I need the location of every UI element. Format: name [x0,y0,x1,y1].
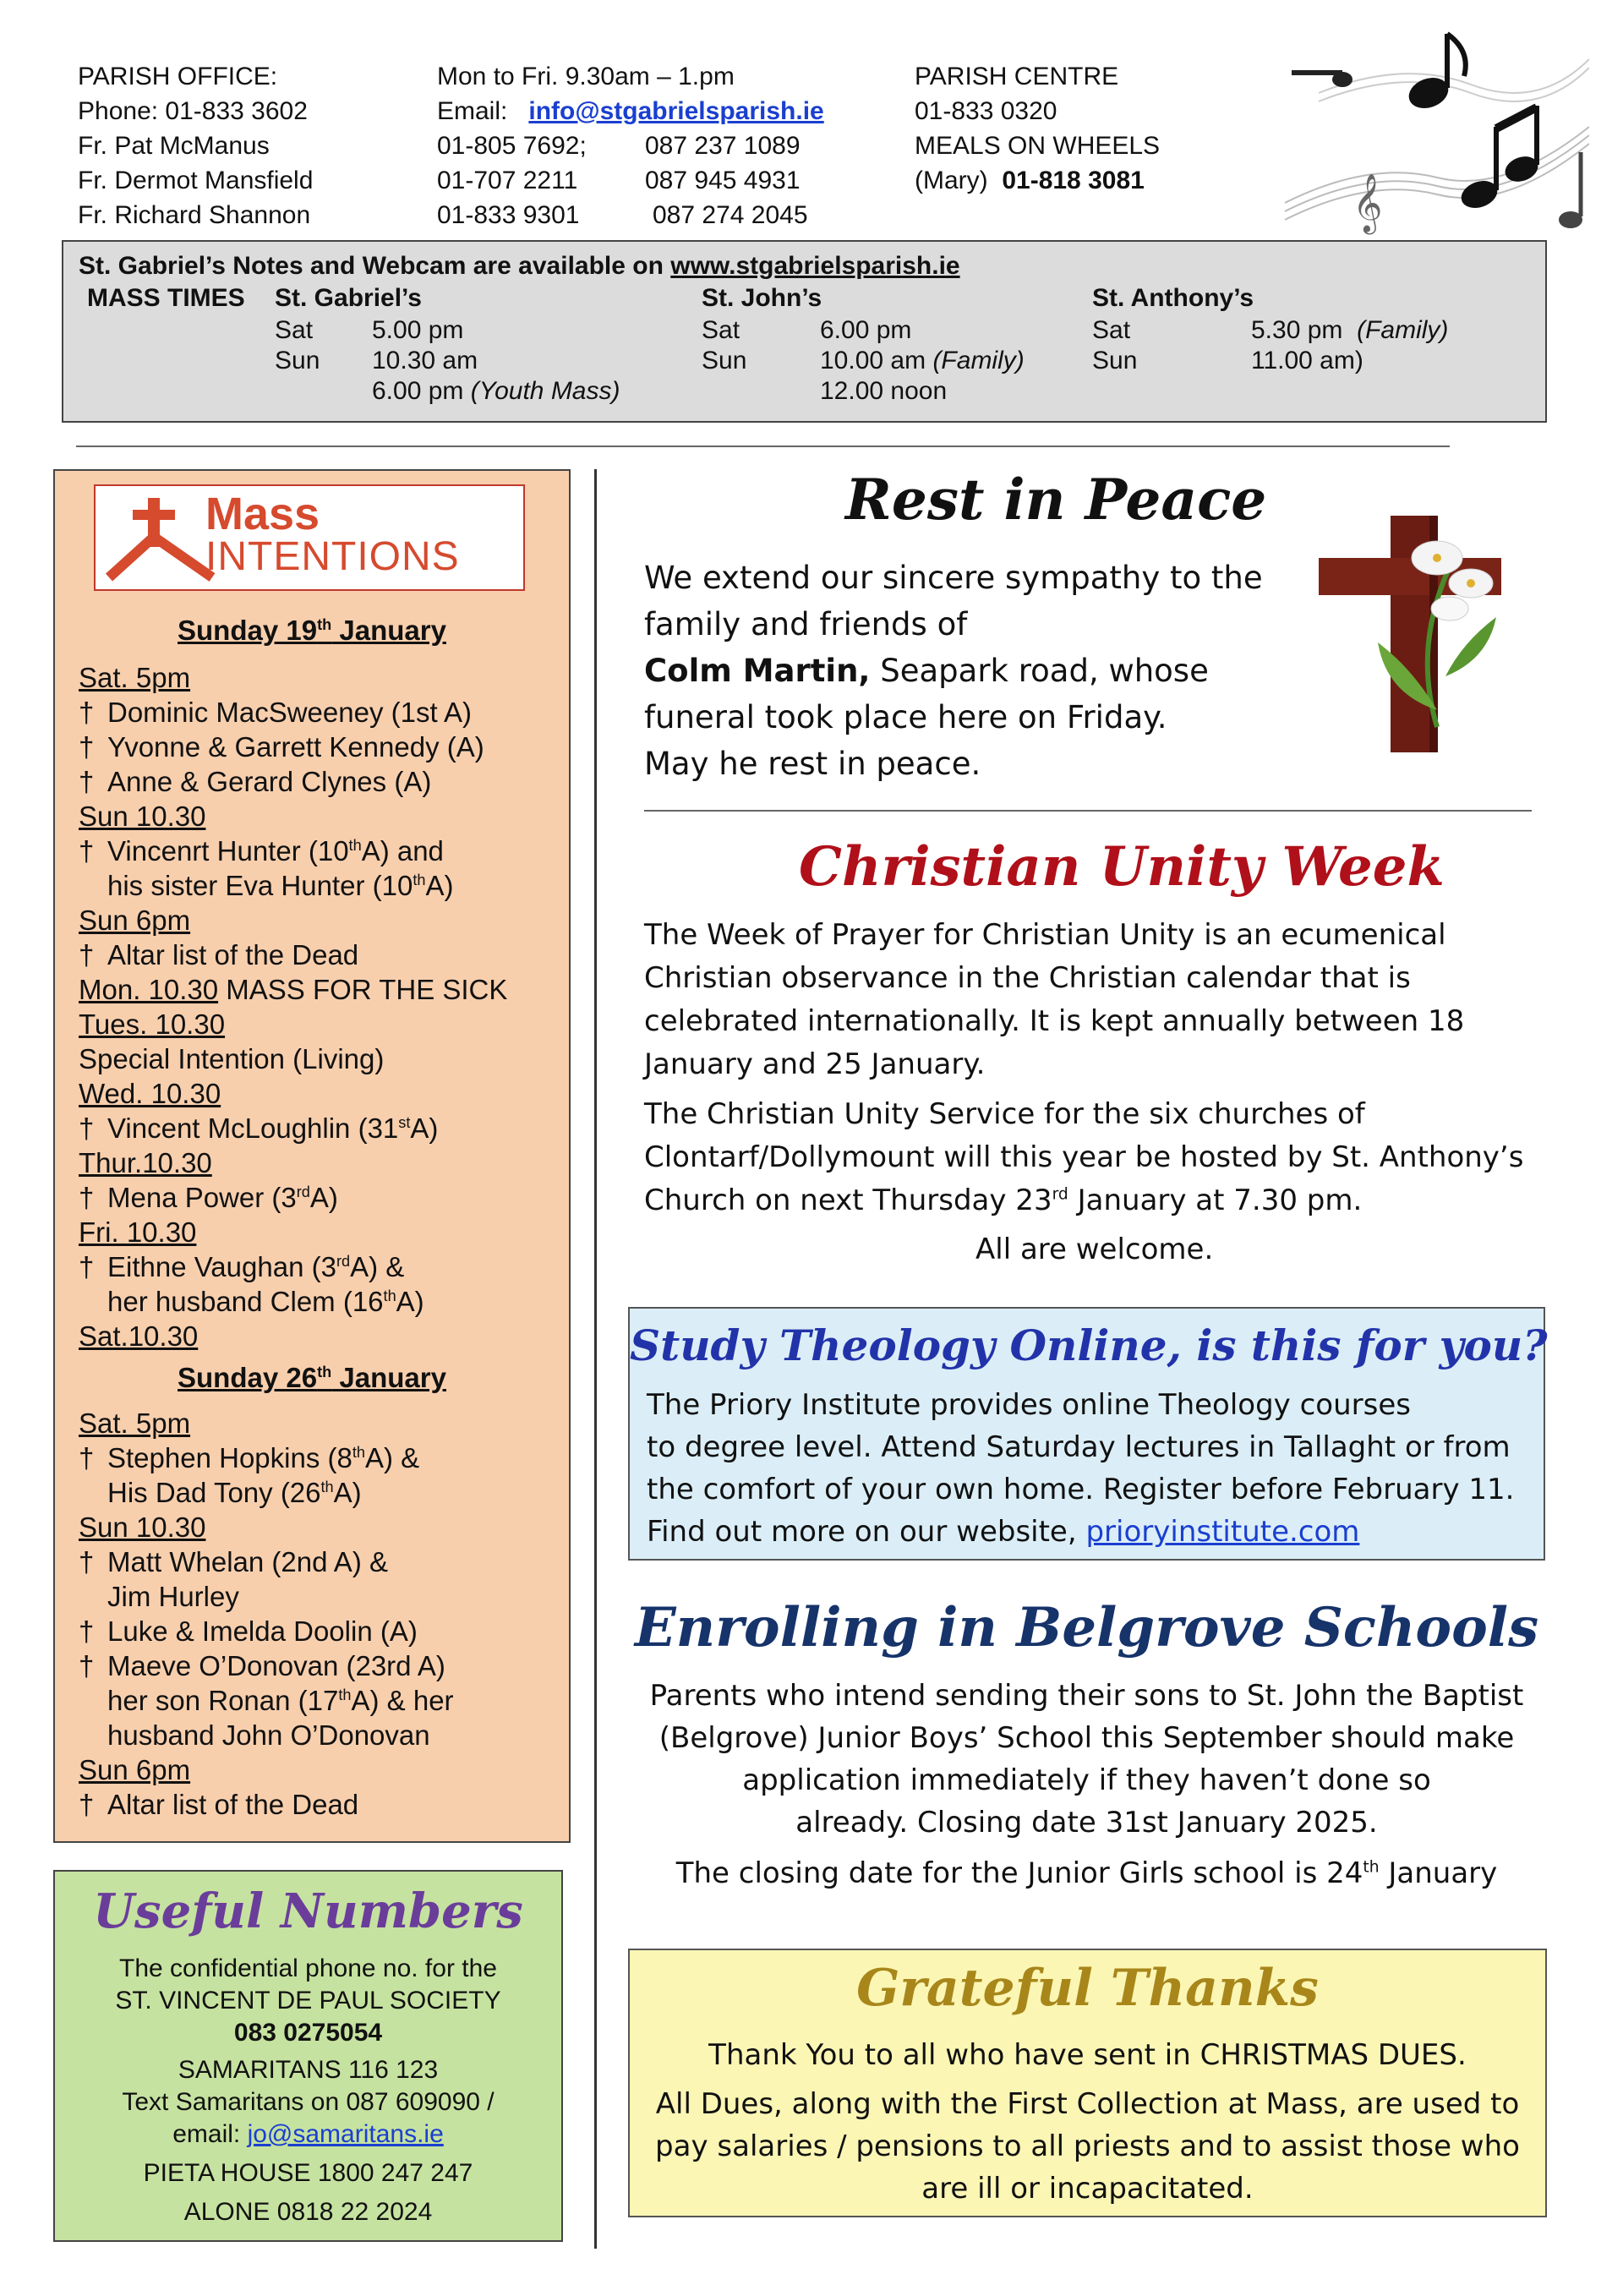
useful-numbers-box [53,1870,563,2242]
belgrove-line: Parents who intend sending their sons to St. John the Baptist [649,1679,1524,1713]
centre-phone: 01-833 0320 [915,97,1057,125]
mass-intentions-box [53,469,571,1843]
cross-with-lilies-icon [1310,507,1538,761]
clergy-name-1: Fr. Pat McManus [78,132,270,160]
intentions-time-heading: Wed. 10.30 [79,1078,221,1109]
deceased-name: Colm Martin, [644,653,871,689]
meals-phone: 01-818 3081 [1002,167,1145,194]
rip-title: Rest in Peace [845,467,1267,533]
mass-day: Sat [1092,316,1131,344]
mass-day: Sat [702,316,740,344]
useful-line [55,2120,561,2149]
ordinal-suffix: th [413,872,426,888]
rip-line: We extend our sincere sympathy to the [644,560,1263,596]
intentions-time-heading: Tues. 10.30 [79,1009,226,1040]
intention-text: Yvonne & Garrett Kennedy (A) [107,731,484,763]
clergy-name-3: Fr. Richard Shannon [78,201,311,229]
useful-line: The confidential phone no. for the [119,1954,497,1982]
ordinal-suffix: rd [296,1184,310,1200]
header-divider [76,446,1450,447]
mass-day: Sun [702,347,747,374]
intention-text: Vincent McLoughlin (31 [107,1112,399,1144]
svp-phone: 083 0275054 [233,2019,383,2047]
intention-text: A) & her [351,1685,454,1716]
clergy-name-2: Fr. Dermot Mansfield [78,167,314,194]
unity-line: celebrated internationally. It is kept annually between 18 [644,1004,1465,1038]
rip-line: family and friends of [644,606,968,642]
dagger-icon: † [79,697,95,728]
meals-row [915,163,1160,198]
intention-entry [79,1789,358,1821]
clergy-mobile-2: 087 945 4931 [645,167,801,194]
theology-box [628,1307,1548,1561]
theology-line [647,1515,1359,1549]
intentions-time-heading: Sat. 5pm [79,1408,191,1439]
ordinal-suffix: th [338,1686,352,1703]
church-name-st-johns: St. John’s [702,284,822,312]
intention-entry [79,974,507,1006]
rip-line [644,648,1209,694]
mass-time: 6.00 pm [820,316,912,344]
date-heading-month: January [331,615,446,646]
centre-label: PARISH CENTRE [915,63,1119,90]
belgrove-line: application immediately if they haven’t done so [742,1763,1431,1797]
mass-times-box [62,240,1547,423]
clergy-mobile-1: 087 237 1089 [645,132,801,160]
mass-time: 11.00 am) [1251,347,1363,374]
rip-line-text: Seapark road, whose [870,653,1209,689]
intention-entry [79,1615,418,1648]
webcam-notice [79,252,960,281]
intention-entry [79,766,431,798]
mass-note: (Family) [1357,316,1449,344]
ordinal-suffix: th [352,1444,365,1461]
mass-day: Sun [1092,347,1138,374]
intentions-time-heading: Sun 6pm [79,905,191,936]
intention-entry [79,697,472,729]
email-link[interactable]: info@stgabrielsparish.ie [528,97,824,125]
clergy-mobile-3: 087 274 2045 [653,201,808,229]
intention-text: A) & [365,1442,420,1473]
ordinal-suffix: th [320,1479,334,1495]
intention-text: Altar list of the Dead [107,939,359,970]
intention-text: A) [396,1286,424,1317]
theology-line: The Priory Institute provides online Theology courses [647,1388,1411,1422]
theology-line-text: Find out more on our website, [647,1515,1086,1549]
intentions-time-heading: Thur.10.30 [79,1147,212,1178]
intention-text: Matt Whelan (2nd A) & [107,1546,388,1577]
church-name-st-gabriels: St. Gabriel’s [275,284,422,312]
intention-text: MASS FOR THE SICK [218,974,508,1005]
unity-line [644,1184,1362,1217]
logo-text-mass: Mass [205,489,320,539]
office-phone: Phone: 01-833 3602 [78,97,308,125]
intention-text: Anne & Gerard Clynes (A) [107,766,432,797]
mass-time [1251,316,1448,345]
mass-note: (Family) [932,347,1025,374]
rip-divider [644,810,1532,812]
dagger-icon: † [79,1112,95,1144]
rip-line: funeral took place here on Friday. [644,699,1167,735]
unity-line: January and 25 January. [644,1047,986,1081]
useful-line: Text Samaritans on 087 609090 / [122,2088,495,2116]
ordinal-suffix: th [348,837,362,854]
dagger-icon: † [79,1546,95,1577]
dagger-icon: † [79,835,95,866]
date-heading-prefix: Sunday 26 [178,1362,318,1393]
column-divider [594,469,597,2249]
office-label: PARISH OFFICE: [78,63,278,90]
intention-text: his sister Eva Hunter (10 [107,870,413,901]
thanks-title: Grateful Thanks [856,1959,1319,2018]
unity-line: The Christian Unity Service for the six churches of [644,1097,1365,1131]
intentions-time-heading: Sun 10.30 [79,1512,206,1543]
unity-line: Christian observance in the Christian calendar that is [644,961,1411,995]
intentions-date-heading [55,1362,569,1394]
clergy-phone-2: 01-707 2211 [437,167,578,194]
intention-text: A) and [361,835,444,866]
mass-note: (Youth Mass) [470,377,620,405]
belgrove-line: already. Closing date 31st January 2025. [795,1806,1378,1840]
clergy-phone-1: 01-805 7692; [437,132,587,160]
mass-time: 12.00 noon [820,377,948,405]
date-heading-suffix: th [317,1364,332,1380]
intention-text: His Dad Tony (26 [107,1477,321,1508]
useful-numbers-title: Useful Numbers [93,1883,523,1939]
music-notes-icon [1268,25,1589,237]
belgrove-line [628,1856,1545,1890]
unity-line-text: Church on next Thursday 23 [644,1184,1052,1217]
unity-welcome: All are welcome. [975,1233,1214,1266]
intention-entry [79,835,444,867]
intentions-time-heading: Fri. 10.30 [79,1216,197,1248]
useful-line: SAMARITANS 116 123 [178,2056,439,2084]
email-label: email: [172,2120,248,2148]
church-name-st-anthonys: St. Anthony’s [1092,284,1254,312]
intention-entry [79,939,358,971]
dagger-icon: † [79,1182,95,1213]
intention-text: A) [425,870,454,901]
useful-line: PIETA HOUSE 1800 247 247 [143,2159,473,2187]
intention-text: Special Intention (Living) [79,1043,385,1074]
website-link[interactable]: www.stgabrielsparish.ie [670,252,960,280]
mass-day: Sun [275,347,320,374]
email-row [437,94,824,128]
mass-time-value: 6.00 pm [372,377,464,405]
intention-entry [107,1477,362,1509]
intention-entry [79,1251,404,1283]
email-label: Email: [437,97,508,125]
unity-line: Clontarf/Dollymount will this year be hosted by St. Anthony’s [644,1140,1524,1174]
belgrove-line-text: January [1379,1856,1498,1890]
dagger-icon: † [79,939,95,970]
intention-entry [79,731,484,763]
clergy-phone-3: 01-833 9301 [437,201,580,229]
unity-line-text: January at 7.30 pm. [1068,1184,1363,1217]
intentions-time-heading: Sun 6pm [79,1754,191,1785]
samaritans-email-link[interactable]: jo@samaritans.ie [247,2120,444,2148]
rip-line: May he rest in peace. [644,746,981,782]
intention-text: her husband Clem (16 [107,1286,384,1317]
intention-text: A) & [350,1251,405,1282]
dagger-icon: † [79,1442,95,1473]
intention-text: Stephen Hopkins (8 [107,1442,352,1473]
mass-day: Sat [275,316,314,344]
intention-text: Eithne Vaughan (3 [107,1251,336,1282]
belgrove-line-text: The closing date for the Junior Girls school is 24 [675,1856,1363,1890]
date-heading-prefix: Sunday 19 [178,615,318,646]
svg-text:𝄞: 𝄞 [1352,173,1383,232]
intention-entry [79,1182,338,1214]
intention-entry [79,1442,419,1474]
mass-intentions-logo [94,484,525,591]
dagger-icon: † [79,1650,95,1681]
intention-text: Dominic MacSweeney (1st A) [107,697,472,728]
intention-entry [107,1685,454,1717]
intention-entry [107,1286,424,1318]
parish-header [78,59,313,232]
theology-title: Study Theology Online, is this for you? [630,1320,1548,1370]
unity-line: The Week of Prayer for Christian Unity is an ecumenical [644,918,1446,952]
belgrove-title: Enrolling in Belgrove Schools [634,1596,1539,1659]
intention-entry [79,1546,388,1578]
theology-line: the comfort of your own home. Register before February 11. [647,1473,1515,1506]
meals-label: MEALS ON WHEELS [915,132,1161,160]
mass-times-label: MASS TIMES [87,284,245,312]
theology-line: to degree level. Attend Saturday lectures in Tallaght or from [647,1430,1511,1464]
intention-text: A) [410,1112,439,1144]
dagger-icon: † [79,766,95,797]
intentions-time-heading: Mon. 10.30 [79,974,219,1005]
intentions-time-heading: Sat.10.30 [79,1320,199,1352]
mass-time-value: 5.30 pm [1251,316,1343,344]
church-cross-icon [106,493,216,586]
thanks-box [628,1949,1547,2217]
office-hours: Mon to Fri. 9.30am – 1.pm [437,63,735,90]
priory-website-link[interactable]: prioryinstitute.com [1085,1515,1360,1549]
intention-text: Mena Power (3 [107,1182,297,1213]
date-heading-month: January [331,1362,446,1393]
intentions-date-heading [55,615,569,647]
thanks-line: pay salaries / pensions to all priests and to assist those who [655,2129,1520,2163]
unity-title: Christian Unity Week [799,835,1445,899]
mass-time [820,347,1025,375]
mass-time: 5.00 pm [372,316,464,344]
intention-entry [107,870,453,902]
thanks-line: All Dues, along with the First Collection at Mass, are used to [655,2087,1520,2121]
intentions-time-heading: Sun 10.30 [79,801,206,832]
centre-column [915,59,1160,198]
intentions-time-heading: Sat. 5pm [79,662,191,693]
mass-time-value: 10.00 am [820,347,926,374]
intention-text: A) [309,1182,338,1213]
intention-text: Luke & Imelda Doolin (A) [107,1615,418,1647]
mobile-column [645,128,808,232]
intention-text: Jim Hurley [107,1581,239,1612]
thanks-line: Thank You to all who have sent in CHRISTMAS DUES. [708,2038,1467,2072]
intention-entry [79,1650,445,1682]
intention-text: Altar list of the Dead [107,1789,359,1820]
meals-contact: (Mary) [915,167,988,194]
dagger-icon: † [79,1789,95,1820]
intention-text: husband John O’Donovan [107,1719,430,1751]
dagger-icon: † [79,1251,95,1282]
date-heading-suffix: th [317,616,332,633]
mass-time: 10.30 am [372,347,478,374]
intention-text: Maeve O’Donovan (23rd A) [107,1650,445,1681]
intention-text: A) [333,1477,362,1508]
intention-text: her son Ronan (17 [107,1685,339,1716]
ordinal-suffix: rd [1052,1185,1068,1204]
intention-text: Vincenrt Hunter (10 [107,835,349,866]
thanks-line: are ill or incapacitated. [921,2172,1254,2206]
dagger-icon: † [79,1615,95,1647]
webcam-notice-text: St. Gabriel’s Notes and Webcam are available on [79,252,664,280]
ordinal-suffix: rd [336,1253,351,1270]
belgrove-line: (Belgrove) Junior Boys’ School this September should make [658,1721,1515,1755]
useful-line: ALONE 0818 22 2024 [183,2198,433,2226]
ordinal-suffix: th [383,1287,396,1304]
useful-line: ST. VINCENT DE PAUL SOCIETY [115,1987,501,2014]
ordinal-suffix: st [398,1114,411,1131]
intention-entry [79,1112,438,1145]
mass-time [372,377,620,406]
ordinal-suffix: th [1363,1858,1380,1877]
dagger-icon: † [79,731,95,763]
logo-text-intentions: INTENTIONS [205,534,460,579]
